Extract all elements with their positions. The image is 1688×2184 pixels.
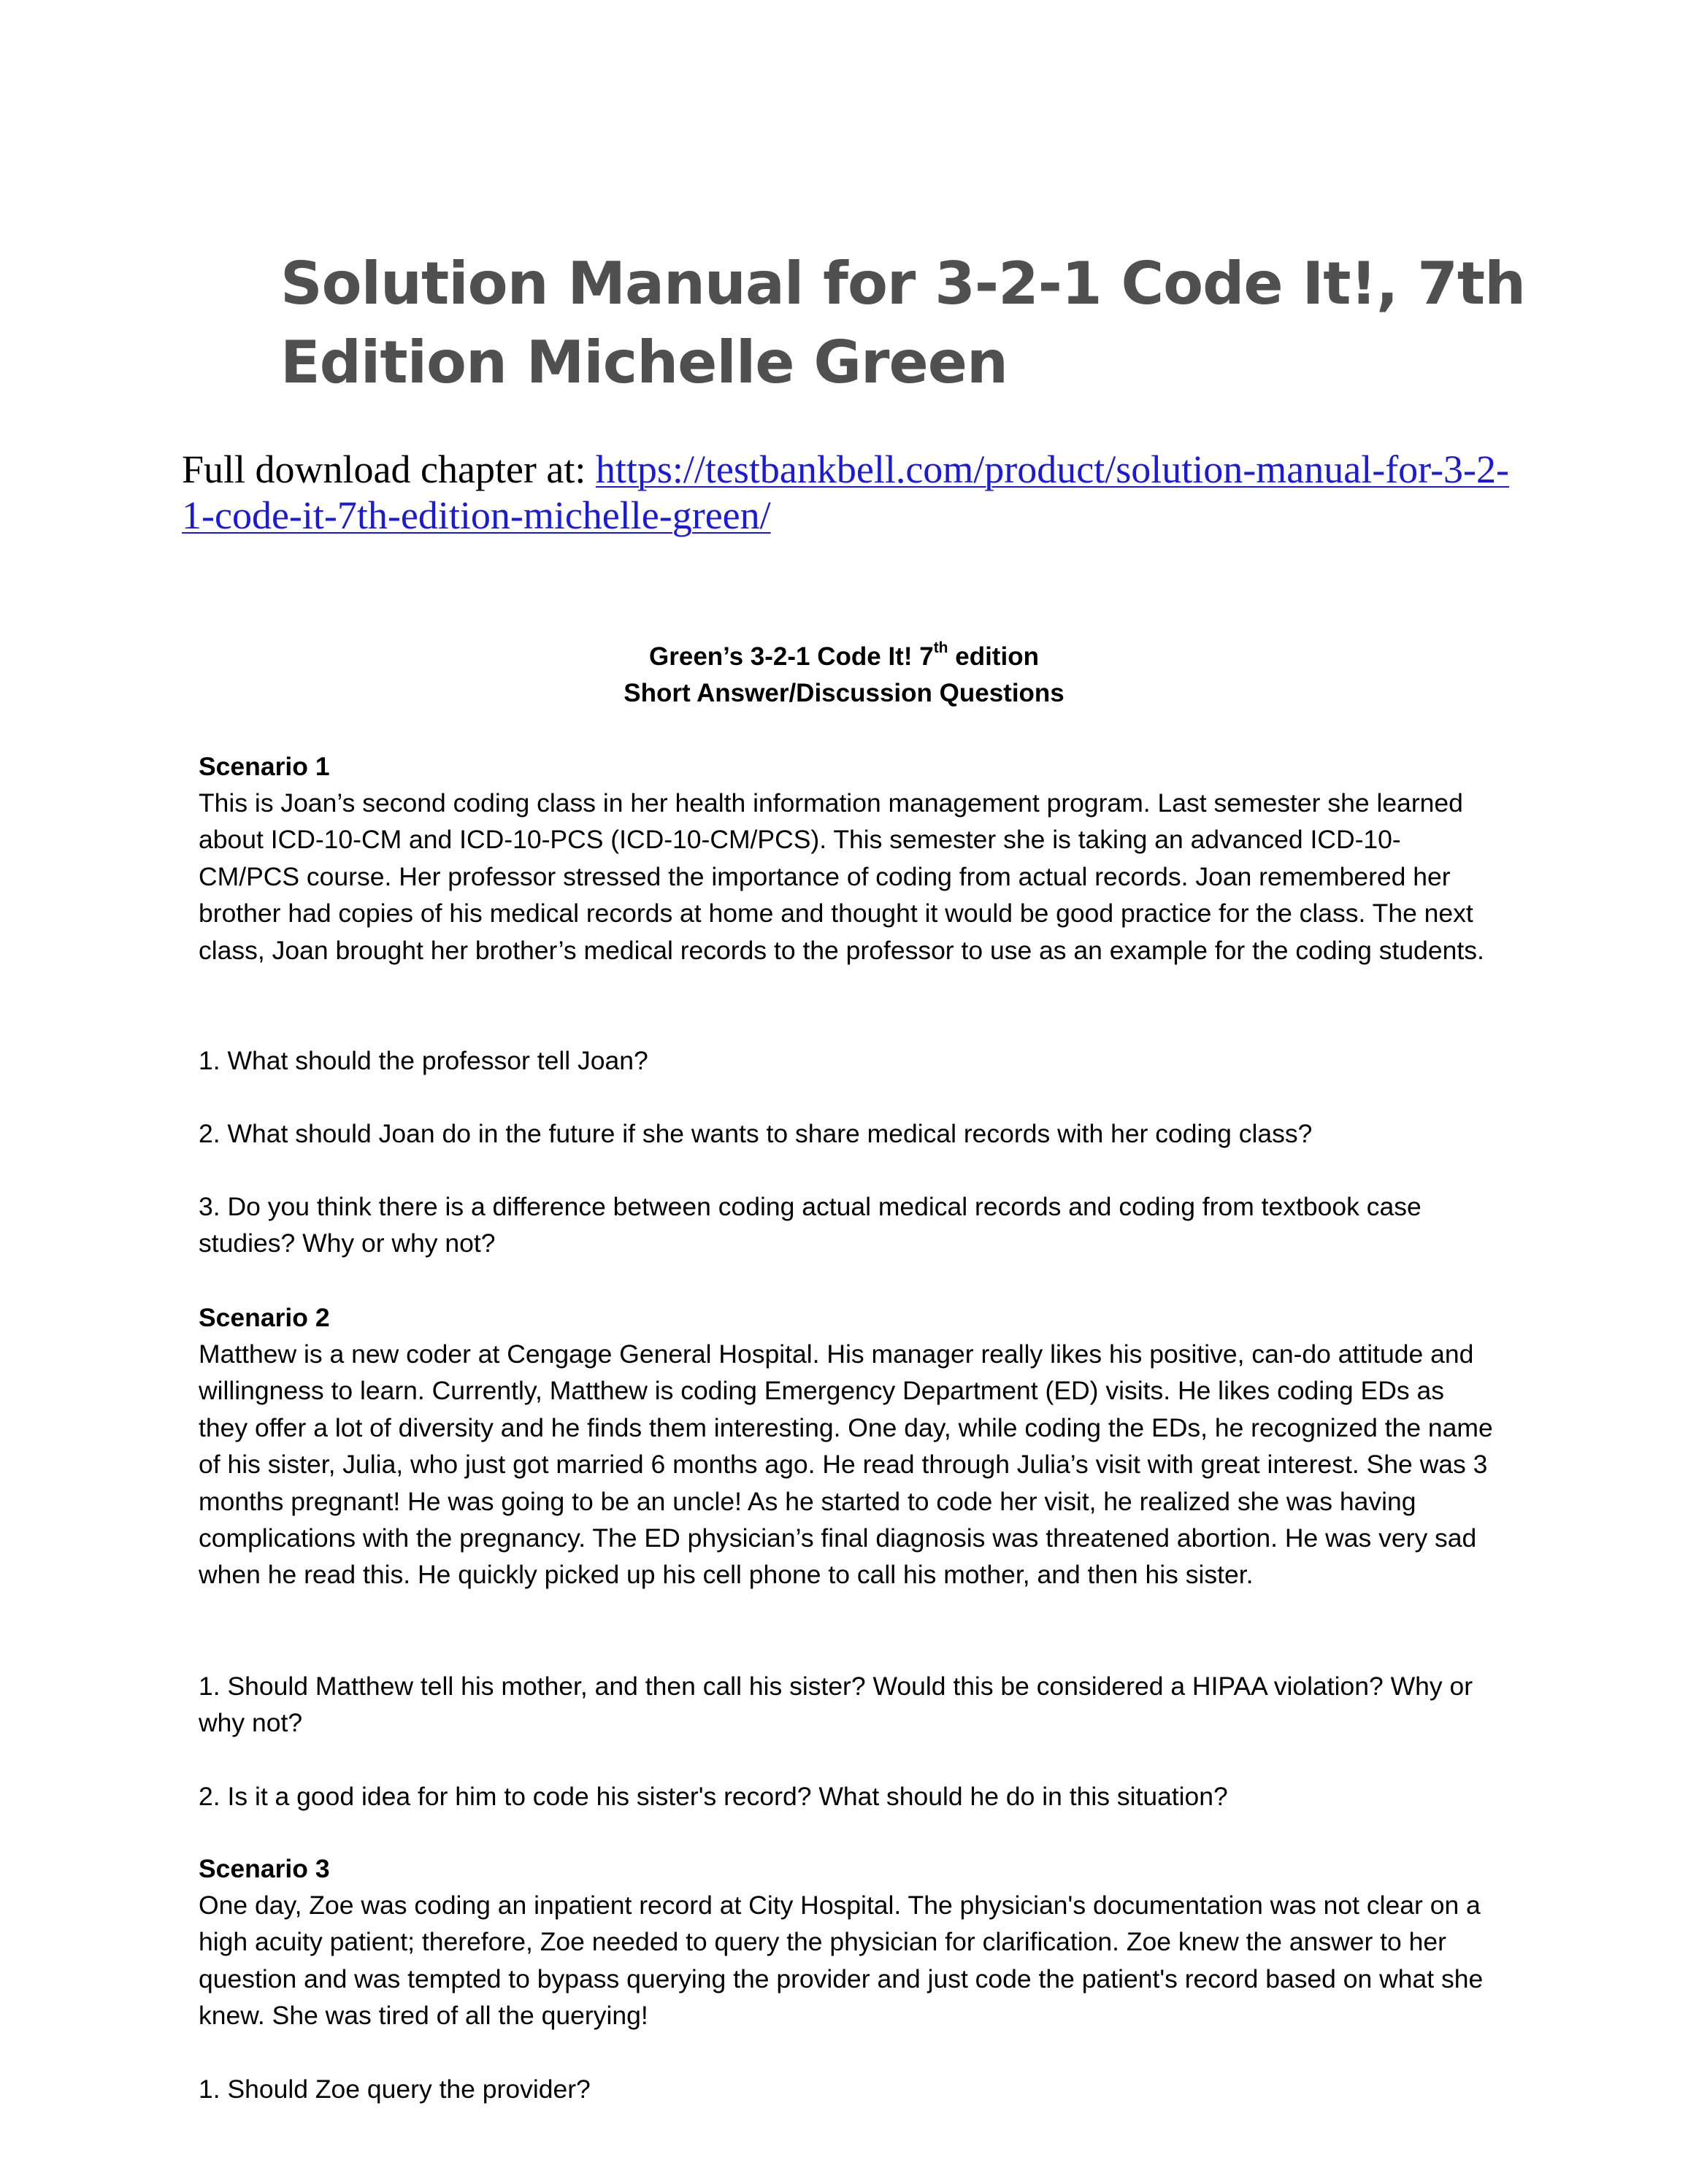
scenario-3-title: Scenario 3 (199, 1854, 330, 1883)
download-line (182, 447, 1518, 539)
section-heading-line2: Short Answer/Discussion Questions (624, 679, 1064, 707)
scenario-3-question-1: 1. Should Zoe query the provider? (199, 2075, 591, 2104)
download-prefix: Full download chapter at: (182, 447, 596, 491)
scenario-1-question-1: 1. What should the professor tell Joan? (199, 1046, 648, 1075)
heading-tail: edition (948, 642, 1039, 671)
scenario-2-body: Matthew is a new coder at Cengage General Hospital. His manager really likes his positive, can-do attitude and willingness to learn. Currently, Matthew is coding Emergency Department (ED) visits. He likes coding EDs as they offer a lot of diversity and he finds them interesting. One day, while coding the EDs, he recognized the name of his sister, Julia, who just got married 6 months ago. He read through Julia’s visit with great interest. She was 3 months pregnant! He was going to be an uncle! As he started to code her visit, he realized she was having complications with the pregnancy. The ED physician’s final diagnosis was threatened abortion. He was very sad when he read this. He quickly picked up his cell phone to call his mother, and then his sister. (199, 1339, 1493, 1590)
heading-title: Green’s 3-2-1 Code It! 7 (649, 642, 934, 671)
document-title: Solution Manual for 3-2-1 Code It!, 7th Edition Michelle Green (280, 250, 1526, 396)
scenario-3-body: One day, Zoe was coding an inpatient record at City Hospital. The physician's documentation was not clear on a high acuity patient; therefore, Zoe needed to query the physician for clarification. Zoe knew the answer to her question and was tempted to bypass querying the provider and just code the patient's record based on what she knew. She was tired of all the querying! (199, 1891, 1484, 2031)
heading-superscript: th (933, 639, 948, 657)
scenario-2-question-2: 2. Is it a good idea for him to code his sister's record? What should he do in this situation? (199, 1782, 1228, 1811)
scenario-2-title: Scenario 2 (199, 1303, 330, 1332)
scenario-1-title: Scenario 1 (199, 752, 330, 781)
scenario-1-question-2: 2. What should Joan do in the future if she wants to share medical records with her coding class? (199, 1119, 1313, 1148)
download-link[interactable]: https://testbankbell.com/product/solution-manual-for-3-2-1-code-it-7th-edition-michelle-green/ (182, 447, 1510, 537)
scenario-2-question-1: 1. Should Matthew tell his mother, and then call his sister? Would this be considered a HIPAA violation? Why or why not? (199, 1672, 1473, 1738)
section-heading-line1 (0, 639, 1688, 675)
scenario-1-body: This is Joan’s second coding class in her health information management program. Last semester she learned about ICD-10-CM and ICD-10-PCS (ICD-10-CM/PCS). This semester she is taking an advanced ICD-10-CM/PCS course. Her professor stressed the importance of coding from actual records. Joan remembered her brother had copies of his medical records at home and thought it would be good practice for the class. The next class, Joan brought her brother’s medical records to the professor to use as an example for the coding students. (199, 788, 1484, 965)
scenario-1-question-3: 3. Do you think there is a difference between coding actual medical records and coding from textbook case studies? Why or why not? (199, 1192, 1422, 1258)
